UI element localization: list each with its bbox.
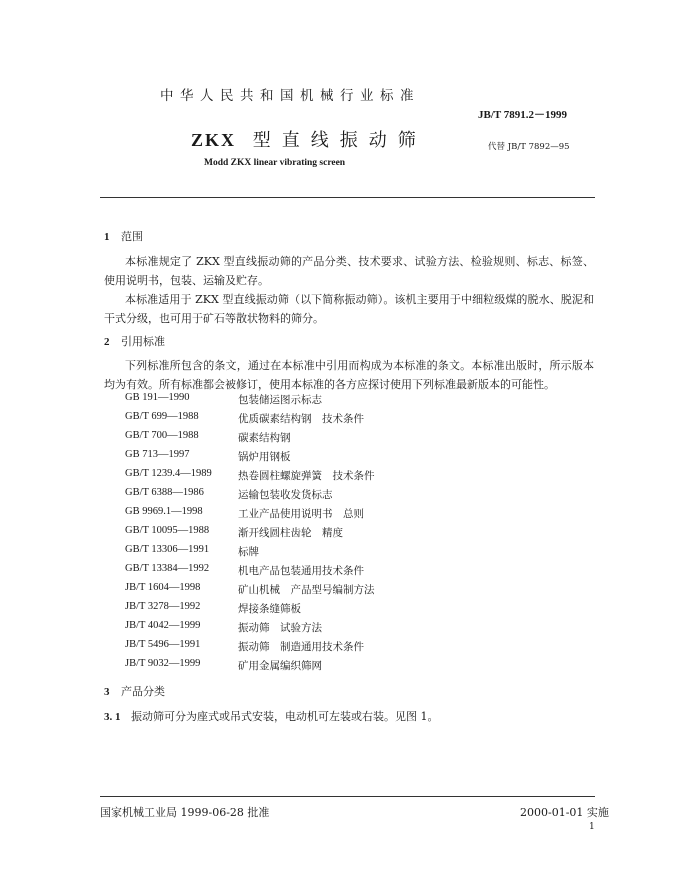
- reference-code: GB/T 1239.4—1989: [125, 468, 212, 479]
- reference-code: GB/T 13384—1992: [125, 563, 210, 574]
- clause-number: 3. 1: [104, 711, 121, 723]
- title-model: ZKX: [191, 130, 237, 150]
- section-number: 2: [104, 336, 110, 348]
- reference-code: GB/T 13306—1991: [125, 544, 210, 555]
- reference-code: GB/T 6388—1986: [125, 487, 204, 498]
- reference-name: 振动筛 制造通用技术条件: [238, 641, 364, 653]
- reference-name: 优质碳素结构钢 技术条件: [238, 413, 364, 425]
- section-number: 1: [104, 231, 110, 243]
- standard-number: JB/T 7891.2－1999: [478, 109, 568, 121]
- section-2-heading: [104, 333, 165, 349]
- document-title: [191, 126, 427, 152]
- reference-name: 工业产品使用说明书 总则: [238, 508, 364, 520]
- ministry-heading: 中华人民共和国机械行业标准: [160, 88, 420, 104]
- reference-code: JB/T 4042—1999: [125, 620, 201, 631]
- reference-code: GB/T 700—1988: [125, 430, 199, 441]
- reference-name: 碳素结构钢: [238, 432, 291, 444]
- reference-name: 热卷圆柱螺旋弹簧 技术条件: [238, 470, 375, 482]
- effective-date: 2000-01-01 实施: [520, 806, 609, 819]
- english-title: Modd ZKX linear vibrating screen: [204, 158, 346, 168]
- reference-intro-paragraph: 下列标准所包含的条文，通过在本标准中引用而构成为本标准的条文。本标准出版时，所示版本均为有效。所有标准都会被修订，使用本标准的各方应探讨使用下列标准最新版本的可能性。: [104, 359, 594, 391]
- scope-paragraph-2: 本标准适用于 ZKX 型直线振动筛（以下简称振动筛）。该机主要用于中细粒级煤的脱水、脱泥和干式分级，也可用于矿石等散状物料的筛分。: [104, 293, 594, 325]
- section-title: 范围: [121, 230, 143, 243]
- header-divider: [100, 197, 595, 198]
- reference-code: GB 713—1997: [125, 449, 190, 460]
- section-1-heading: [104, 228, 143, 244]
- reference-code: GB 191—1990: [125, 392, 190, 403]
- reference-code: JB/T 1604—1998: [125, 582, 201, 593]
- section-title: 引用标准: [121, 335, 165, 348]
- reference-code: JB/T 3278—1992: [125, 601, 201, 612]
- clause-3-1: [104, 708, 439, 724]
- section-number: 3: [104, 686, 110, 698]
- reference-code: GB/T 10095—1988: [125, 525, 210, 536]
- section-3-heading: [104, 683, 165, 699]
- replaces-note: 代替 JB/T 7892—95: [488, 142, 570, 152]
- reference-name: 振动筛 试验方法: [238, 622, 322, 634]
- page-number: 1: [589, 822, 595, 832]
- section-title: 产品分类: [121, 685, 165, 698]
- scope-paragraph-1: 本标准规定了 ZKX 型直线振动筛的产品分类、技术要求、试验方法、检验规则、标志、标签、使用说明书，包装、运输及贮存。: [104, 255, 594, 287]
- title-text: 型直线振动筛: [252, 130, 427, 151]
- reference-code: JB/T 5496—1991: [125, 639, 201, 650]
- reference-name: 渐开线圆柱齿轮 精度: [238, 527, 343, 539]
- approval-note: 国家机械工业局 1999-06-28 批准: [100, 806, 270, 819]
- reference-name: 矿山机械 产品型号编制方法: [238, 584, 375, 596]
- reference-name: 焊接条缝筛板: [238, 603, 301, 615]
- reference-name: 矿用金属编织筛网: [238, 660, 322, 672]
- clause-text: 振动筛可分为座式或吊式安装，电动机可左装或右装。见图 1。: [131, 710, 439, 723]
- reference-name: 运输包装收发货标志: [238, 489, 333, 501]
- reference-name: 包装储运图示标志: [238, 394, 322, 406]
- reference-code: GB/T 699—1988: [125, 411, 199, 422]
- reference-name: 机电产品包装通用技术条件: [238, 565, 364, 577]
- reference-name: 标牌: [238, 546, 259, 558]
- footer-divider: [100, 796, 595, 797]
- reference-code: JB/T 9032—1999: [125, 658, 201, 669]
- reference-code: GB 9969.1—1998: [125, 506, 203, 517]
- reference-name: 锅炉用钢板: [238, 451, 291, 463]
